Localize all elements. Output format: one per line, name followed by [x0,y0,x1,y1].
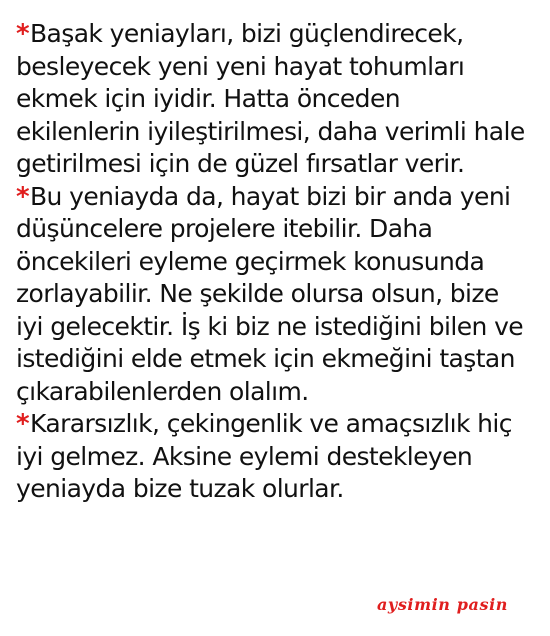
text-line: ekilenlerin iyileştirilmesi, daha verimli hale [16,116,525,146]
horoscope-text [16,18,542,506]
text-line: *Başak yeniayları, bizi güçlendirecek, [16,19,464,49]
text-line: ekmek için iyidir. Hatta önceden [16,84,400,113]
text-line: düşüncelere projelere itebilir. Daha [16,214,433,243]
paragraph-1 [16,18,542,181]
bullet-star: * [16,181,29,212]
text-line: yeniayda bize tuzak olurlar. [16,474,344,503]
text-line: getirilmesi için de güzel fırsatlar verir. [16,149,465,178]
author-signature: aysimin pasin [376,595,508,614]
text-line: iyi gelecektir. İş ki biz ne istediğini bilen ve [16,311,524,341]
text-line: *Bu yeniayda da, hayat bizi bir anda yeni [16,181,511,212]
text-line: iyi gelmez. Aksine eylemi destekleyen [16,441,473,471]
text-line: öncekileri eyleme geçirmek konusunda [16,246,485,276]
text-line: besleyecek yeni yeni hayat tohumları [16,51,465,81]
text-line: zorlayabilir. Ne şekilde olursa olsun, bize [16,279,499,308]
paragraph-2 [16,181,542,409]
text-line: *Kararsızlık, çekingenlik ve amaçsızlık hiç [16,409,512,439]
paragraph-3 [16,408,542,506]
bullet-star: * [16,409,29,439]
text-line: çıkarabilenlerden olalım. [16,376,309,406]
bullet-star: * [16,19,29,49]
text-line: istediğini elde etmek için ekmeğini taştan [16,344,515,373]
